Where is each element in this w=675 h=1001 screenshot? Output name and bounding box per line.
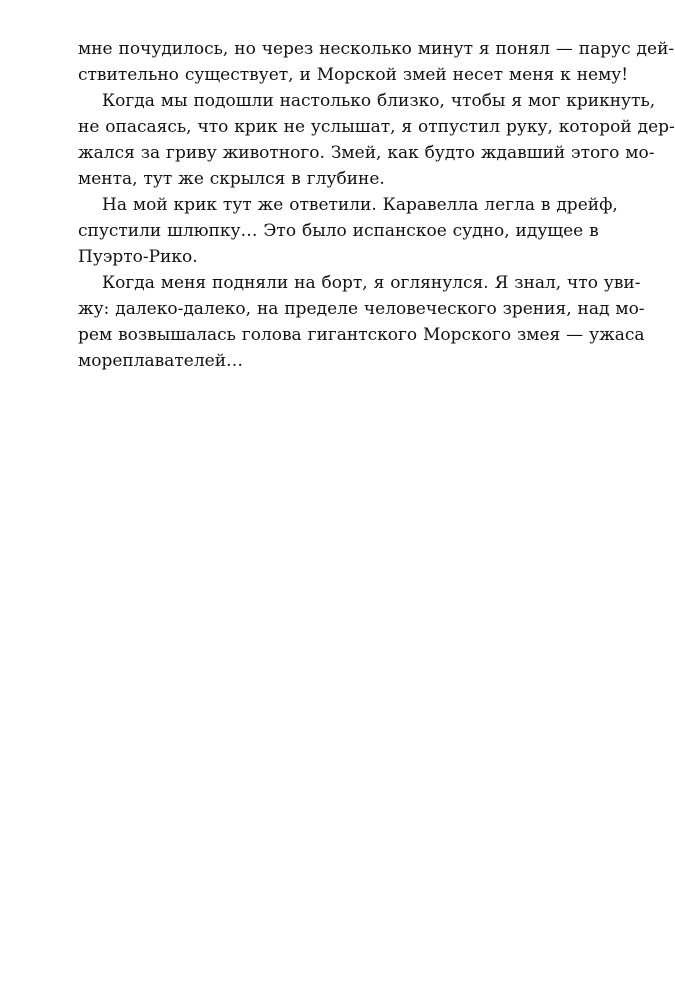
text-line: жался за гриву животного. Змей, как будто ждавший этого мо-: [78, 143, 655, 163]
text-line: мента, тут же скрылся в глубине.: [78, 169, 385, 189]
text-line: На мой крик тут же ответили. Каравелла легла в дрейф,: [102, 195, 618, 215]
text-line: ствительно существует, и Морской змей несет меня к нему!: [78, 65, 629, 85]
text-line: не опасаясь, что крик не услышат, я отпустил руку, которой дер-: [78, 117, 675, 137]
text-line: рем возвышалась голова гигантского Морского змея — ужаса: [78, 325, 645, 345]
text-line: спустили шлюпку… Это было испанское судно, идущее в: [78, 221, 599, 241]
text-line: жу: далеко-далеко, на пределе человеческого зрения, над мо-: [78, 299, 645, 319]
text-line: мне почудилось, но через несколько минут я понял — парус дей-: [78, 39, 675, 59]
text-line: Когда мы подошли настолько близко, чтобы я мог крикнуть,: [102, 91, 656, 111]
text-line: Когда меня подняли на борт, я оглянулся. Я знал, что уви-: [102, 273, 641, 293]
text-line: Пуэрто-Рико.: [78, 247, 198, 267]
body-text: [78, 36, 675, 374]
text-line: мореплавателей…: [78, 351, 244, 371]
